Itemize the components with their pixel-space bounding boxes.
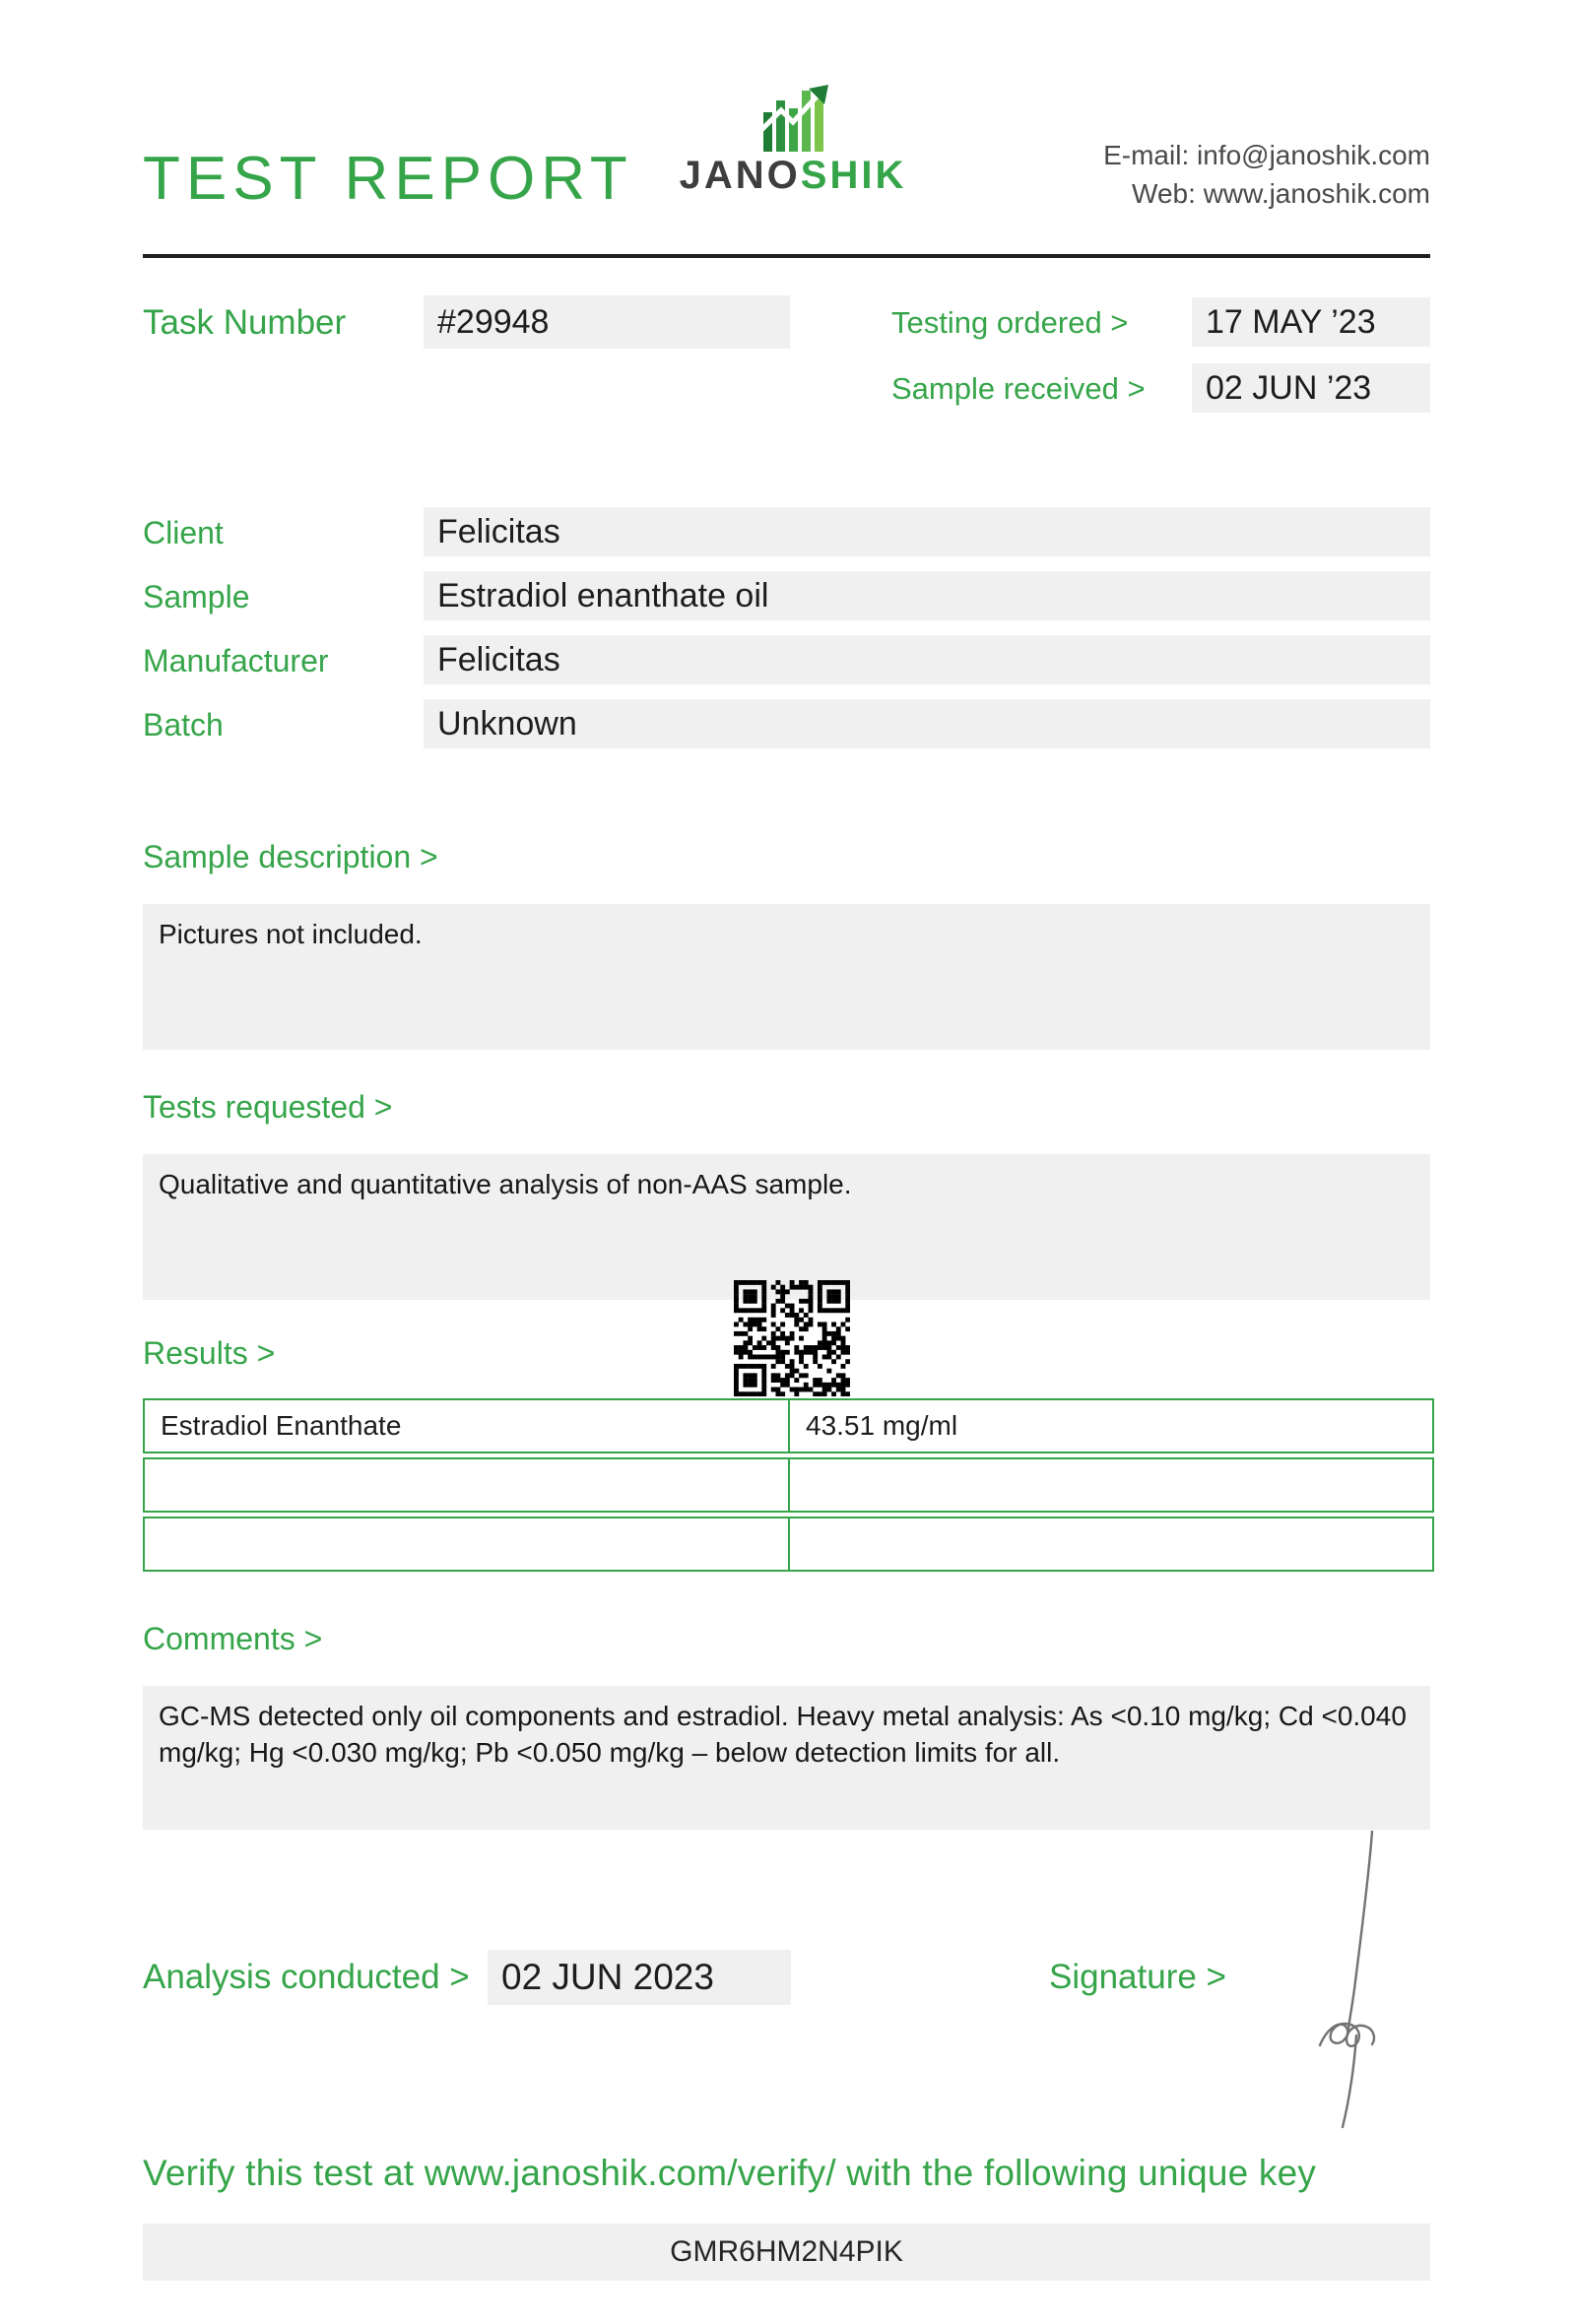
email-label: E-mail: (1103, 140, 1190, 170)
batch-value: Unknown (424, 699, 1430, 748)
results-heading: Results > (143, 1335, 276, 1371)
testing-ordered-value: 17 MAY ’23 (1192, 297, 1430, 347)
page-title: TEST REPORT (143, 145, 633, 213)
batch-label: Batch (143, 707, 224, 742)
signature-image (1266, 1824, 1428, 2134)
web-link[interactable]: www.janoshik.com (1203, 178, 1430, 209)
results-row (143, 1517, 1434, 1572)
header-divider (143, 254, 1430, 258)
result-analyte (143, 1517, 790, 1572)
contact-info (1103, 136, 1430, 213)
email-link[interactable]: info@janoshik.com (1197, 140, 1430, 170)
tests-requested-heading: Tests requested > (143, 1089, 393, 1125)
signature-label: Signature > (1049, 1958, 1226, 1996)
bar-chart-arrow-icon (746, 77, 840, 152)
comments-box: GC-MS detected only oil components and estradiol. Heavy metal analysis: As <0.10 mg/kg; Cd <0.040 mg/kg; Hg <0.030 mg/kg; Pb <0.050 mg/kg – below detection limits for all. (143, 1686, 1430, 1830)
analysis-conducted-value: 02 JUN 2023 (488, 1950, 791, 2005)
sample-description-heading: Sample description > (143, 839, 438, 874)
task-number-value: #29948 (424, 295, 790, 349)
verify-key: GMR6HM2N4PIK (143, 2224, 1430, 2281)
logo-wordmark (675, 154, 911, 198)
info-row-sample (143, 571, 1430, 620)
web-line (1103, 174, 1430, 213)
verify-instruction: Verify this test at www.janoshik.com/verify/ with the following unique key (143, 2153, 1317, 2193)
results-row (143, 1398, 1434, 1453)
qr-code-wrap (734, 1280, 850, 1396)
comments-heading: Comments > (143, 1621, 323, 1656)
info-row-batch (143, 699, 1430, 748)
email-line (1103, 136, 1430, 174)
sample-value: Estradiol enanthate oil (424, 571, 1430, 620)
testing-ordered-label: Testing ordered > (891, 305, 1129, 340)
analysis-conducted-label: Analysis conducted > (143, 1958, 470, 1996)
client-label: Client (143, 515, 224, 550)
logo-jano: JANO (679, 154, 801, 197)
manufacturer-label: Manufacturer (143, 643, 329, 678)
manufacturer-value: Felicitas (424, 635, 1430, 684)
sample-description-box: Pictures not included. (143, 904, 1430, 1050)
sample-received-value: 02 JUN ’23 (1192, 363, 1430, 413)
task-number-label: Task Number (143, 303, 347, 342)
sample-received-label: Sample received > (891, 371, 1146, 406)
results-table (143, 1398, 1434, 1576)
logo-shik: SHIK (800, 154, 907, 197)
info-row-manufacturer (143, 635, 1430, 684)
result-value (788, 1457, 1434, 1513)
results-row (143, 1457, 1434, 1513)
tests-requested-box: Qualitative and quantitative analysis of non-AAS sample. (143, 1154, 1430, 1300)
sample-label: Sample (143, 579, 250, 614)
web-label: Web: (1132, 178, 1196, 209)
result-analyte: Estradiol Enanthate (143, 1398, 790, 1453)
result-value: 43.51 mg/ml (788, 1398, 1434, 1453)
result-analyte (143, 1457, 790, 1513)
info-row-client (143, 507, 1430, 556)
qr-code (734, 1280, 850, 1396)
result-value (788, 1517, 1434, 1572)
janoshik-logo (675, 77, 911, 198)
client-value: Felicitas (424, 507, 1430, 556)
